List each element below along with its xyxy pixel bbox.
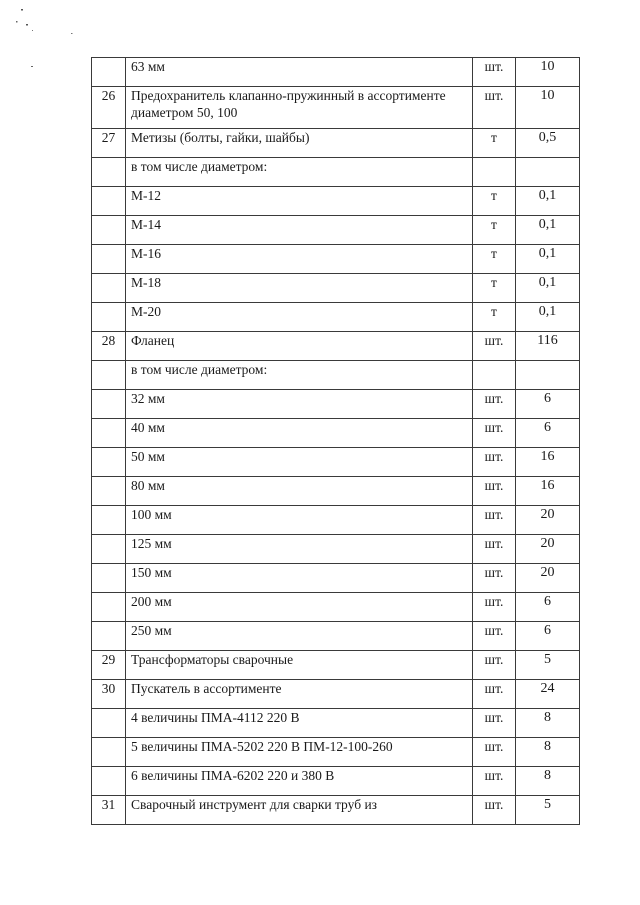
table-row — [92, 506, 580, 535]
row-number: 29 — [92, 651, 126, 680]
item-description: 50 мм — [126, 448, 473, 477]
item-description: М-18 — [126, 274, 473, 303]
row-number — [92, 361, 126, 390]
quantity: 20 — [516, 506, 580, 535]
unit-of-measure: шт. — [473, 419, 516, 448]
item-description: М-20 — [126, 303, 473, 332]
row-number: 26 — [92, 87, 126, 129]
quantity: 5 — [516, 796, 580, 825]
table-row — [92, 535, 580, 564]
row-number: 31 — [92, 796, 126, 825]
row-number — [92, 216, 126, 245]
item-description: Предохранитель клапанно-пружинный в ассортименте диаметром 50, 100 — [126, 87, 473, 129]
row-number: 27 — [92, 129, 126, 158]
item-description: Фланец — [126, 332, 473, 361]
quantity: 16 — [516, 477, 580, 506]
table-row — [92, 738, 580, 767]
quantity: 6 — [516, 622, 580, 651]
quantity — [516, 361, 580, 390]
table-row — [92, 361, 580, 390]
quantity: 0,1 — [516, 245, 580, 274]
unit-of-measure: шт. — [473, 593, 516, 622]
item-description: 80 мм — [126, 477, 473, 506]
unit-of-measure: т — [473, 245, 516, 274]
row-number — [92, 390, 126, 419]
table-row — [92, 303, 580, 332]
item-description: 63 мм — [126, 58, 473, 87]
row-number — [92, 477, 126, 506]
table-row — [92, 419, 580, 448]
item-description: Трансформаторы сварочные — [126, 651, 473, 680]
row-number — [92, 158, 126, 187]
unit-of-measure: шт. — [473, 390, 516, 419]
row-number — [92, 419, 126, 448]
item-description: 200 мм — [126, 593, 473, 622]
unit-of-measure: шт. — [473, 564, 516, 593]
unit-of-measure: шт. — [473, 535, 516, 564]
table-row — [92, 274, 580, 303]
row-number — [92, 709, 126, 738]
table-row — [92, 767, 580, 796]
quantity: 6 — [516, 419, 580, 448]
unit-of-measure: шт. — [473, 332, 516, 361]
quantity: 0,1 — [516, 303, 580, 332]
unit-of-measure: шт. — [473, 506, 516, 535]
quantity: 20 — [516, 564, 580, 593]
quantity: 10 — [516, 58, 580, 87]
table-row — [92, 622, 580, 651]
quantity — [516, 158, 580, 187]
item-description: 5 величины ПМА-5202 220 В ПМ-12-100-260 — [126, 738, 473, 767]
quantity: 8 — [516, 709, 580, 738]
unit-of-measure: шт. — [473, 448, 516, 477]
item-description: 4 величины ПМА-4112 220 В — [126, 709, 473, 738]
unit-of-measure: шт. — [473, 738, 516, 767]
row-number — [92, 58, 126, 87]
item-description: 32 мм — [126, 390, 473, 419]
quantity: 0,1 — [516, 274, 580, 303]
quantity: 8 — [516, 767, 580, 796]
table-row — [92, 680, 580, 709]
quantity: 8 — [516, 738, 580, 767]
row-number — [92, 564, 126, 593]
table-row — [92, 477, 580, 506]
unit-of-measure: т — [473, 303, 516, 332]
table-row — [92, 216, 580, 245]
unit-of-measure: т — [473, 216, 516, 245]
row-number — [92, 303, 126, 332]
unit-of-measure: шт. — [473, 622, 516, 651]
quantity: 0,5 — [516, 129, 580, 158]
unit-of-measure: т — [473, 129, 516, 158]
row-number — [92, 187, 126, 216]
table-row — [92, 651, 580, 680]
row-number — [92, 448, 126, 477]
row-number — [92, 506, 126, 535]
row-number — [92, 535, 126, 564]
item-description: Сварочный инструмент для сварки труб из — [126, 796, 473, 825]
unit-of-measure: т — [473, 187, 516, 216]
unit-of-measure: шт. — [473, 680, 516, 709]
item-description: М-14 — [126, 216, 473, 245]
item-description: М-12 — [126, 187, 473, 216]
unit-of-measure: шт. — [473, 709, 516, 738]
inventory-table — [91, 57, 580, 825]
item-description: в том числе диаметром: — [126, 361, 473, 390]
table-row — [92, 129, 580, 158]
table-row — [92, 158, 580, 187]
table-row — [92, 245, 580, 274]
unit-of-measure — [473, 361, 516, 390]
row-number: 28 — [92, 332, 126, 361]
quantity: 116 — [516, 332, 580, 361]
quantity: 24 — [516, 680, 580, 709]
quantity: 5 — [516, 651, 580, 680]
item-description: Пускатель в ассортименте — [126, 680, 473, 709]
row-number — [92, 593, 126, 622]
item-description: Метизы (болты, гайки, шайбы) — [126, 129, 473, 158]
table-row — [92, 796, 580, 825]
table-row — [92, 448, 580, 477]
row-number — [92, 622, 126, 651]
quantity: 6 — [516, 593, 580, 622]
table-row — [92, 390, 580, 419]
unit-of-measure: т — [473, 274, 516, 303]
unit-of-measure: шт. — [473, 58, 516, 87]
quantity: 20 — [516, 535, 580, 564]
item-description: 6 величины ПМА-6202 220 и 380 В — [126, 767, 473, 796]
item-description: 250 мм — [126, 622, 473, 651]
quantity: 0,1 — [516, 187, 580, 216]
row-number — [92, 767, 126, 796]
table-row — [92, 709, 580, 738]
table-row — [92, 332, 580, 361]
row-number — [92, 245, 126, 274]
table-row — [92, 187, 580, 216]
quantity: 0,1 — [516, 216, 580, 245]
table-row — [92, 593, 580, 622]
unit-of-measure: шт. — [473, 796, 516, 825]
unit-of-measure: шт. — [473, 651, 516, 680]
item-description: 125 мм — [126, 535, 473, 564]
row-number: 30 — [92, 680, 126, 709]
quantity: 6 — [516, 390, 580, 419]
item-description: 40 мм — [126, 419, 473, 448]
row-number — [92, 274, 126, 303]
unit-of-measure: шт. — [473, 767, 516, 796]
item-description: в том числе диаметром: — [126, 158, 473, 187]
item-description: М-16 — [126, 245, 473, 274]
item-description: 100 мм — [126, 506, 473, 535]
quantity: 10 — [516, 87, 580, 129]
table-row — [92, 87, 580, 129]
unit-of-measure — [473, 158, 516, 187]
unit-of-measure: шт. — [473, 477, 516, 506]
inventory-table-body — [92, 58, 580, 825]
item-description: 150 мм — [126, 564, 473, 593]
table-row — [92, 564, 580, 593]
row-number — [92, 738, 126, 767]
unit-of-measure: шт. — [473, 87, 516, 129]
table-row — [92, 58, 580, 87]
quantity: 16 — [516, 448, 580, 477]
